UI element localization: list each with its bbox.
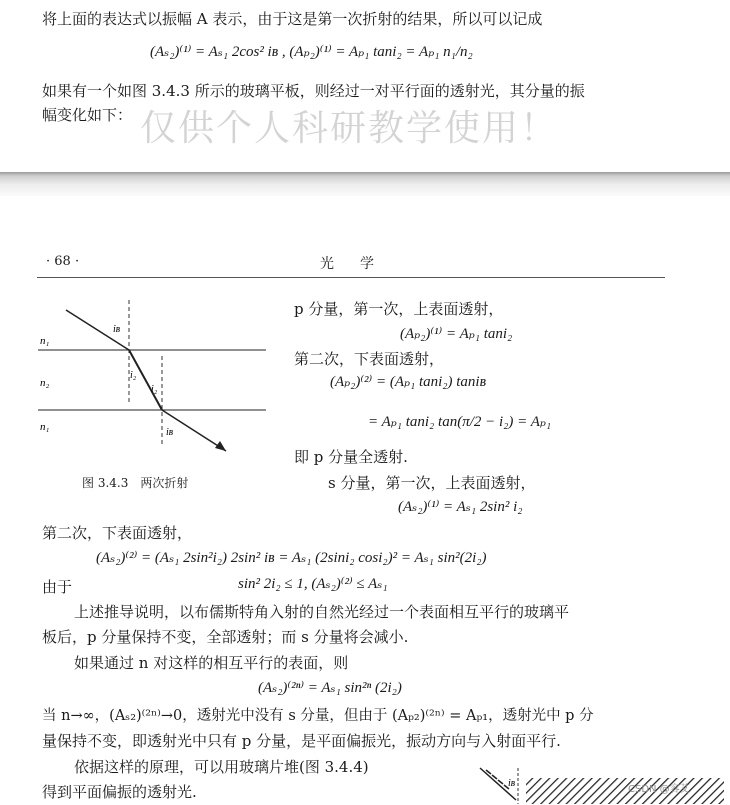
equation-n-pairs: (Aₛ₂)⁽²ⁿ⁾ = Aₛ₁ sin²ⁿ (2i₂) xyxy=(258,680,402,696)
equation-p-second: (Aₚ₂)⁽²⁾ = (Aₚ₁ tani₂) taniʙ xyxy=(330,374,487,390)
previous-page-fragment xyxy=(0,0,730,172)
label-i2-a: i₂ xyxy=(130,370,137,381)
credit-watermark: CSDN @容艾 xyxy=(628,784,690,795)
equation-amplitude: (Aₛ₂)⁽¹⁾ = Aₛ₁ 2cos² iʙ , (Aₚ₂)⁽¹⁾ = Aₚ₁ tani₂ = Aₚ₁ n₁/n₂ xyxy=(150,44,473,60)
paragraph-line: 板后，p 分量保持不变，全部透射；而 s 分量将会减小. xyxy=(42,628,409,646)
label-iB-fig2: iʙ xyxy=(508,778,516,789)
page-number: · 68 · xyxy=(46,254,80,269)
figure-double-refraction xyxy=(30,292,280,452)
figure-caption: 图 3.4.3 两次折射 xyxy=(82,476,189,490)
page-separator xyxy=(0,172,730,196)
arrow-head-icon xyxy=(215,441,226,451)
paragraph-line: 得到平面偏振的透射光. xyxy=(42,783,197,801)
text-line: 幅变化如下： xyxy=(42,106,133,124)
text-line: 将上面的表达式以振幅 A 表示，由于这是第一次折射的结果，所以可以记成 xyxy=(42,10,543,28)
watermark: 仅供个人科研教学使用！ xyxy=(140,108,559,149)
label-i2-b: i₂ xyxy=(151,384,158,395)
equation-p-first: (Aₚ₂)⁽¹⁾ = Aₚ₁ tani₂ xyxy=(400,326,513,342)
label-n1-bottom: n₁ xyxy=(40,421,50,433)
label-n2: n₂ xyxy=(40,377,50,389)
text-line: p 分量，第一次，上表面透射， xyxy=(294,300,504,318)
text-line: 由于 xyxy=(42,578,73,596)
text-line: 第二次，下表面透射， xyxy=(294,350,445,368)
equation-inequality: sin² 2i₂ ≤ 1, (Aₛ₂)⁽²⁾ ≤ Aₛ₁ xyxy=(238,576,388,592)
paragraph-line: 当 n→∞，(Aₛ₂)⁽²ⁿ⁾→0，透射光中没有 s 分量，但由于 (Aₚ₂)⁽²ⁿ⁾ = Aₚ₁，透射光中 p 分 xyxy=(42,708,594,724)
text-line: 即 p 分量全透射. xyxy=(294,448,408,466)
equation-s-first: (Aₛ₂)⁽¹⁾ = Aₛ₁ 2sin² i₂ xyxy=(398,499,523,515)
text-line: 第二次，下表面透射， xyxy=(42,524,193,542)
paragraph-line: 上述推导说明，以布儒斯特角入射的自然光经过一个表面相互平行的玻璃平 xyxy=(74,603,570,621)
paragraph-line: 量保持不变，即透射光中只有 p 分量，是平面偏振光，振动方向与入射面平行. xyxy=(42,732,561,750)
paragraph-line: 如果通过 n 对这样的相互平行的表面，则 xyxy=(74,654,349,672)
equation-s-second: (Aₛ₂)⁽²⁾ = (Aₛ₁ 2sin²i₂) 2sin² iʙ = Aₛ₁ (2sini₂ cosi₂)² = Aₛ₁ sin²(2i₂) xyxy=(96,550,487,566)
equation-p-result: = Aₚ₁ tani₂ tan(π/2 − i₂) = Aₚ₁ xyxy=(368,414,552,430)
running-title: 光 学 xyxy=(320,256,380,272)
header-rule xyxy=(37,277,665,278)
label-n1-top: n₁ xyxy=(40,335,50,347)
text-line: s 分量，第一次，上表面透射， xyxy=(328,474,536,492)
paragraph-line: 依据这样的原理，可以用玻璃片堆(图 3.4.4) xyxy=(74,758,369,776)
label-iB-top: iʙ xyxy=(113,324,121,335)
label-iB-bottom: iʙ xyxy=(166,427,174,438)
text-line: 如果有一个如图 3.4.3 所示的玻璃平板，则经过一对平行面的透射光，其分量的振 xyxy=(42,82,585,100)
figure-glass-plate-pile-partial xyxy=(478,764,730,805)
